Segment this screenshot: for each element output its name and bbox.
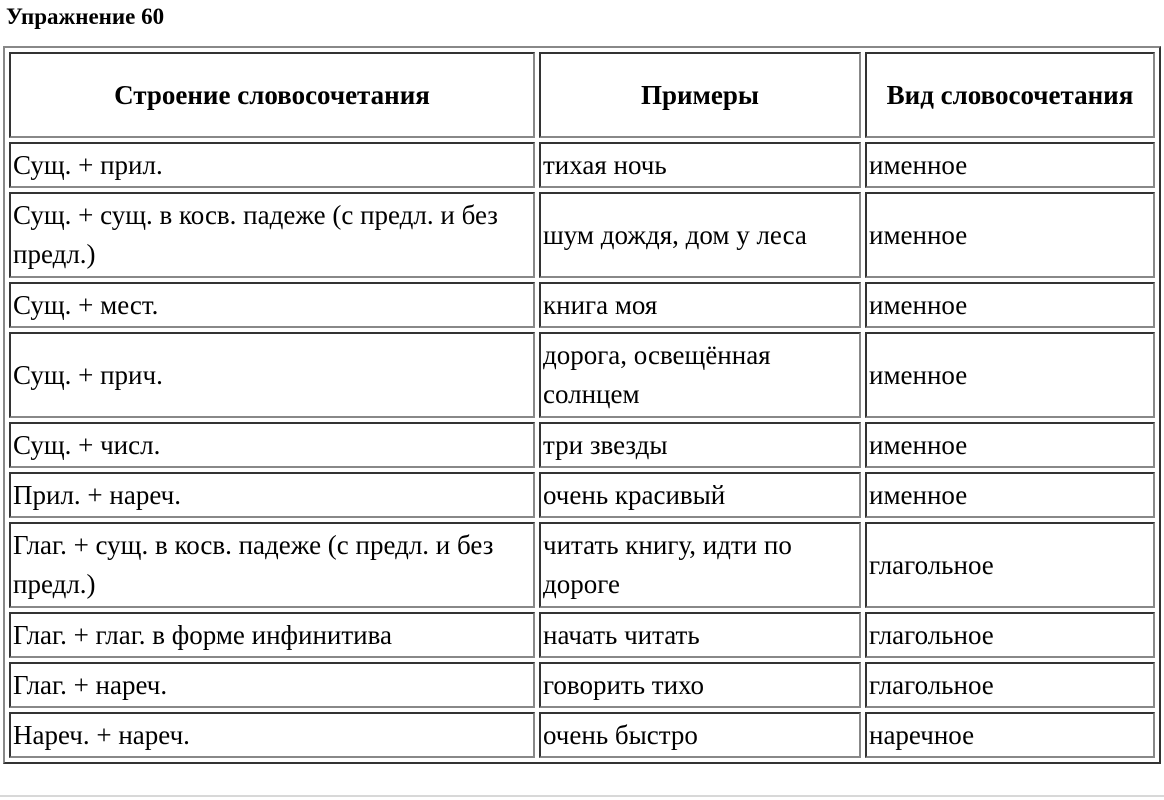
table-row bbox=[9, 612, 1155, 658]
table-row bbox=[9, 472, 1155, 518]
cell-type: именное bbox=[865, 332, 1155, 418]
cell-type: именное bbox=[865, 422, 1155, 468]
cell-examples: три звезды bbox=[539, 422, 861, 468]
cell-structure: Глаг. + нареч. bbox=[9, 662, 535, 708]
table-row bbox=[9, 522, 1155, 608]
cell-type: именное bbox=[865, 282, 1155, 328]
cell-structure: Сущ. + сущ. в косв. падеже (с предл. и без предл.) bbox=[9, 192, 535, 278]
header-structure: Строение словосочетания bbox=[9, 52, 535, 138]
divider bbox=[0, 795, 1164, 797]
header-examples: Примеры bbox=[539, 52, 861, 138]
cell-examples: очень красивый bbox=[539, 472, 861, 518]
cell-examples: читать книгу, идти по дороге bbox=[539, 522, 861, 608]
cell-structure: Сущ. + числ. bbox=[9, 422, 535, 468]
cell-structure: Прил. + нареч. bbox=[9, 472, 535, 518]
table-row bbox=[9, 192, 1155, 278]
cell-examples: говорить тихо bbox=[539, 662, 861, 708]
cell-structure: Сущ. + прич. bbox=[9, 332, 535, 418]
cell-structure: Сущ. + мест. bbox=[9, 282, 535, 328]
cell-examples: начать читать bbox=[539, 612, 861, 658]
cell-examples: тихая ночь bbox=[539, 142, 861, 188]
cell-examples: книга моя bbox=[539, 282, 861, 328]
cell-examples: дорога, освещённая солнцем bbox=[539, 332, 861, 418]
cell-structure: Глаг. + сущ. в косв. падеже (с предл. и без предл.) bbox=[9, 522, 535, 608]
phrase-structure-table bbox=[3, 46, 1161, 764]
table-header-row bbox=[9, 52, 1155, 138]
cell-type: глагольное bbox=[865, 662, 1155, 708]
cell-structure: Сущ. + прил. bbox=[9, 142, 535, 188]
cell-type: глагольное bbox=[865, 522, 1155, 608]
table-row bbox=[9, 332, 1155, 418]
cell-structure: Нареч. + нареч. bbox=[9, 712, 535, 758]
cell-structure: Глаг. + глаг. в форме инфинитива bbox=[9, 612, 535, 658]
table-row bbox=[9, 282, 1155, 328]
table-row bbox=[9, 422, 1155, 468]
cell-type: именное bbox=[865, 192, 1155, 278]
cell-type: именное bbox=[865, 472, 1155, 518]
table-row bbox=[9, 142, 1155, 188]
cell-type: именное bbox=[865, 142, 1155, 188]
page-title: Упражнение 60 bbox=[6, 4, 165, 29]
table-row bbox=[9, 712, 1155, 758]
table-row bbox=[9, 662, 1155, 708]
cell-examples: шум дождя, дом у леса bbox=[539, 192, 861, 278]
cell-examples: очень быстро bbox=[539, 712, 861, 758]
cell-type: глагольное bbox=[865, 612, 1155, 658]
cell-type: наречное bbox=[865, 712, 1155, 758]
header-type: Вид словосочетания bbox=[865, 52, 1155, 138]
